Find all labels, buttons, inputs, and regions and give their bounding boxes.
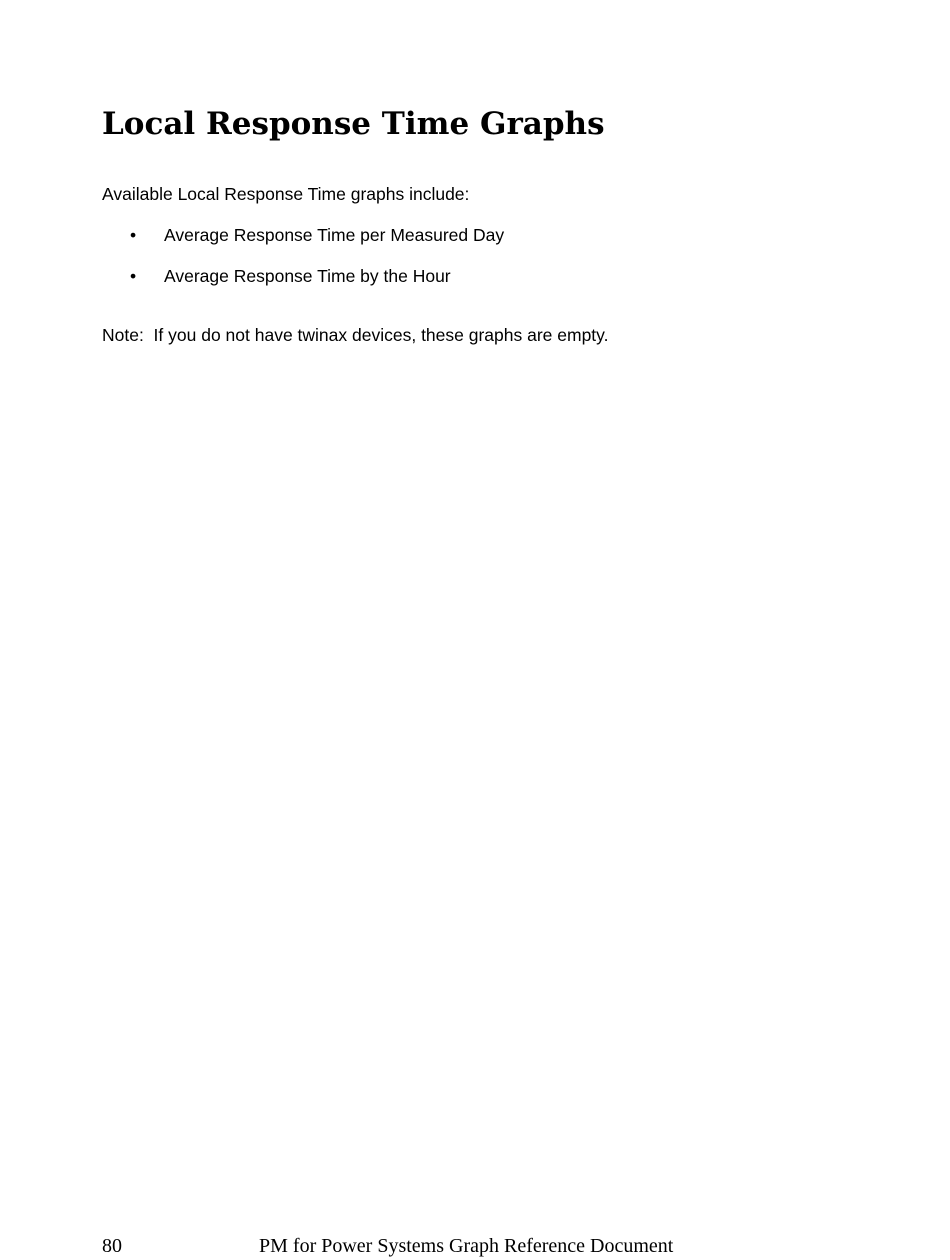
note-paragraph: Note: If you do not have twinax devices, these graphs are empty. [102, 325, 609, 345]
list-item-label: Average Response Time by the Hour [164, 266, 451, 286]
page-number: 80 [102, 1235, 122, 1257]
bullet-icon: • [130, 225, 137, 245]
intro-paragraph: Available Local Response Time graphs include: [102, 184, 470, 204]
list-item-label: Average Response Time per Measured Day [164, 225, 505, 245]
footer-document-title: PM for Power Systems Graph Reference Document [259, 1235, 674, 1257]
page-footer [102, 1233, 902, 1259]
page-title: Local Response Time Graphs [102, 106, 605, 142]
bullet-icon: • [130, 266, 137, 286]
